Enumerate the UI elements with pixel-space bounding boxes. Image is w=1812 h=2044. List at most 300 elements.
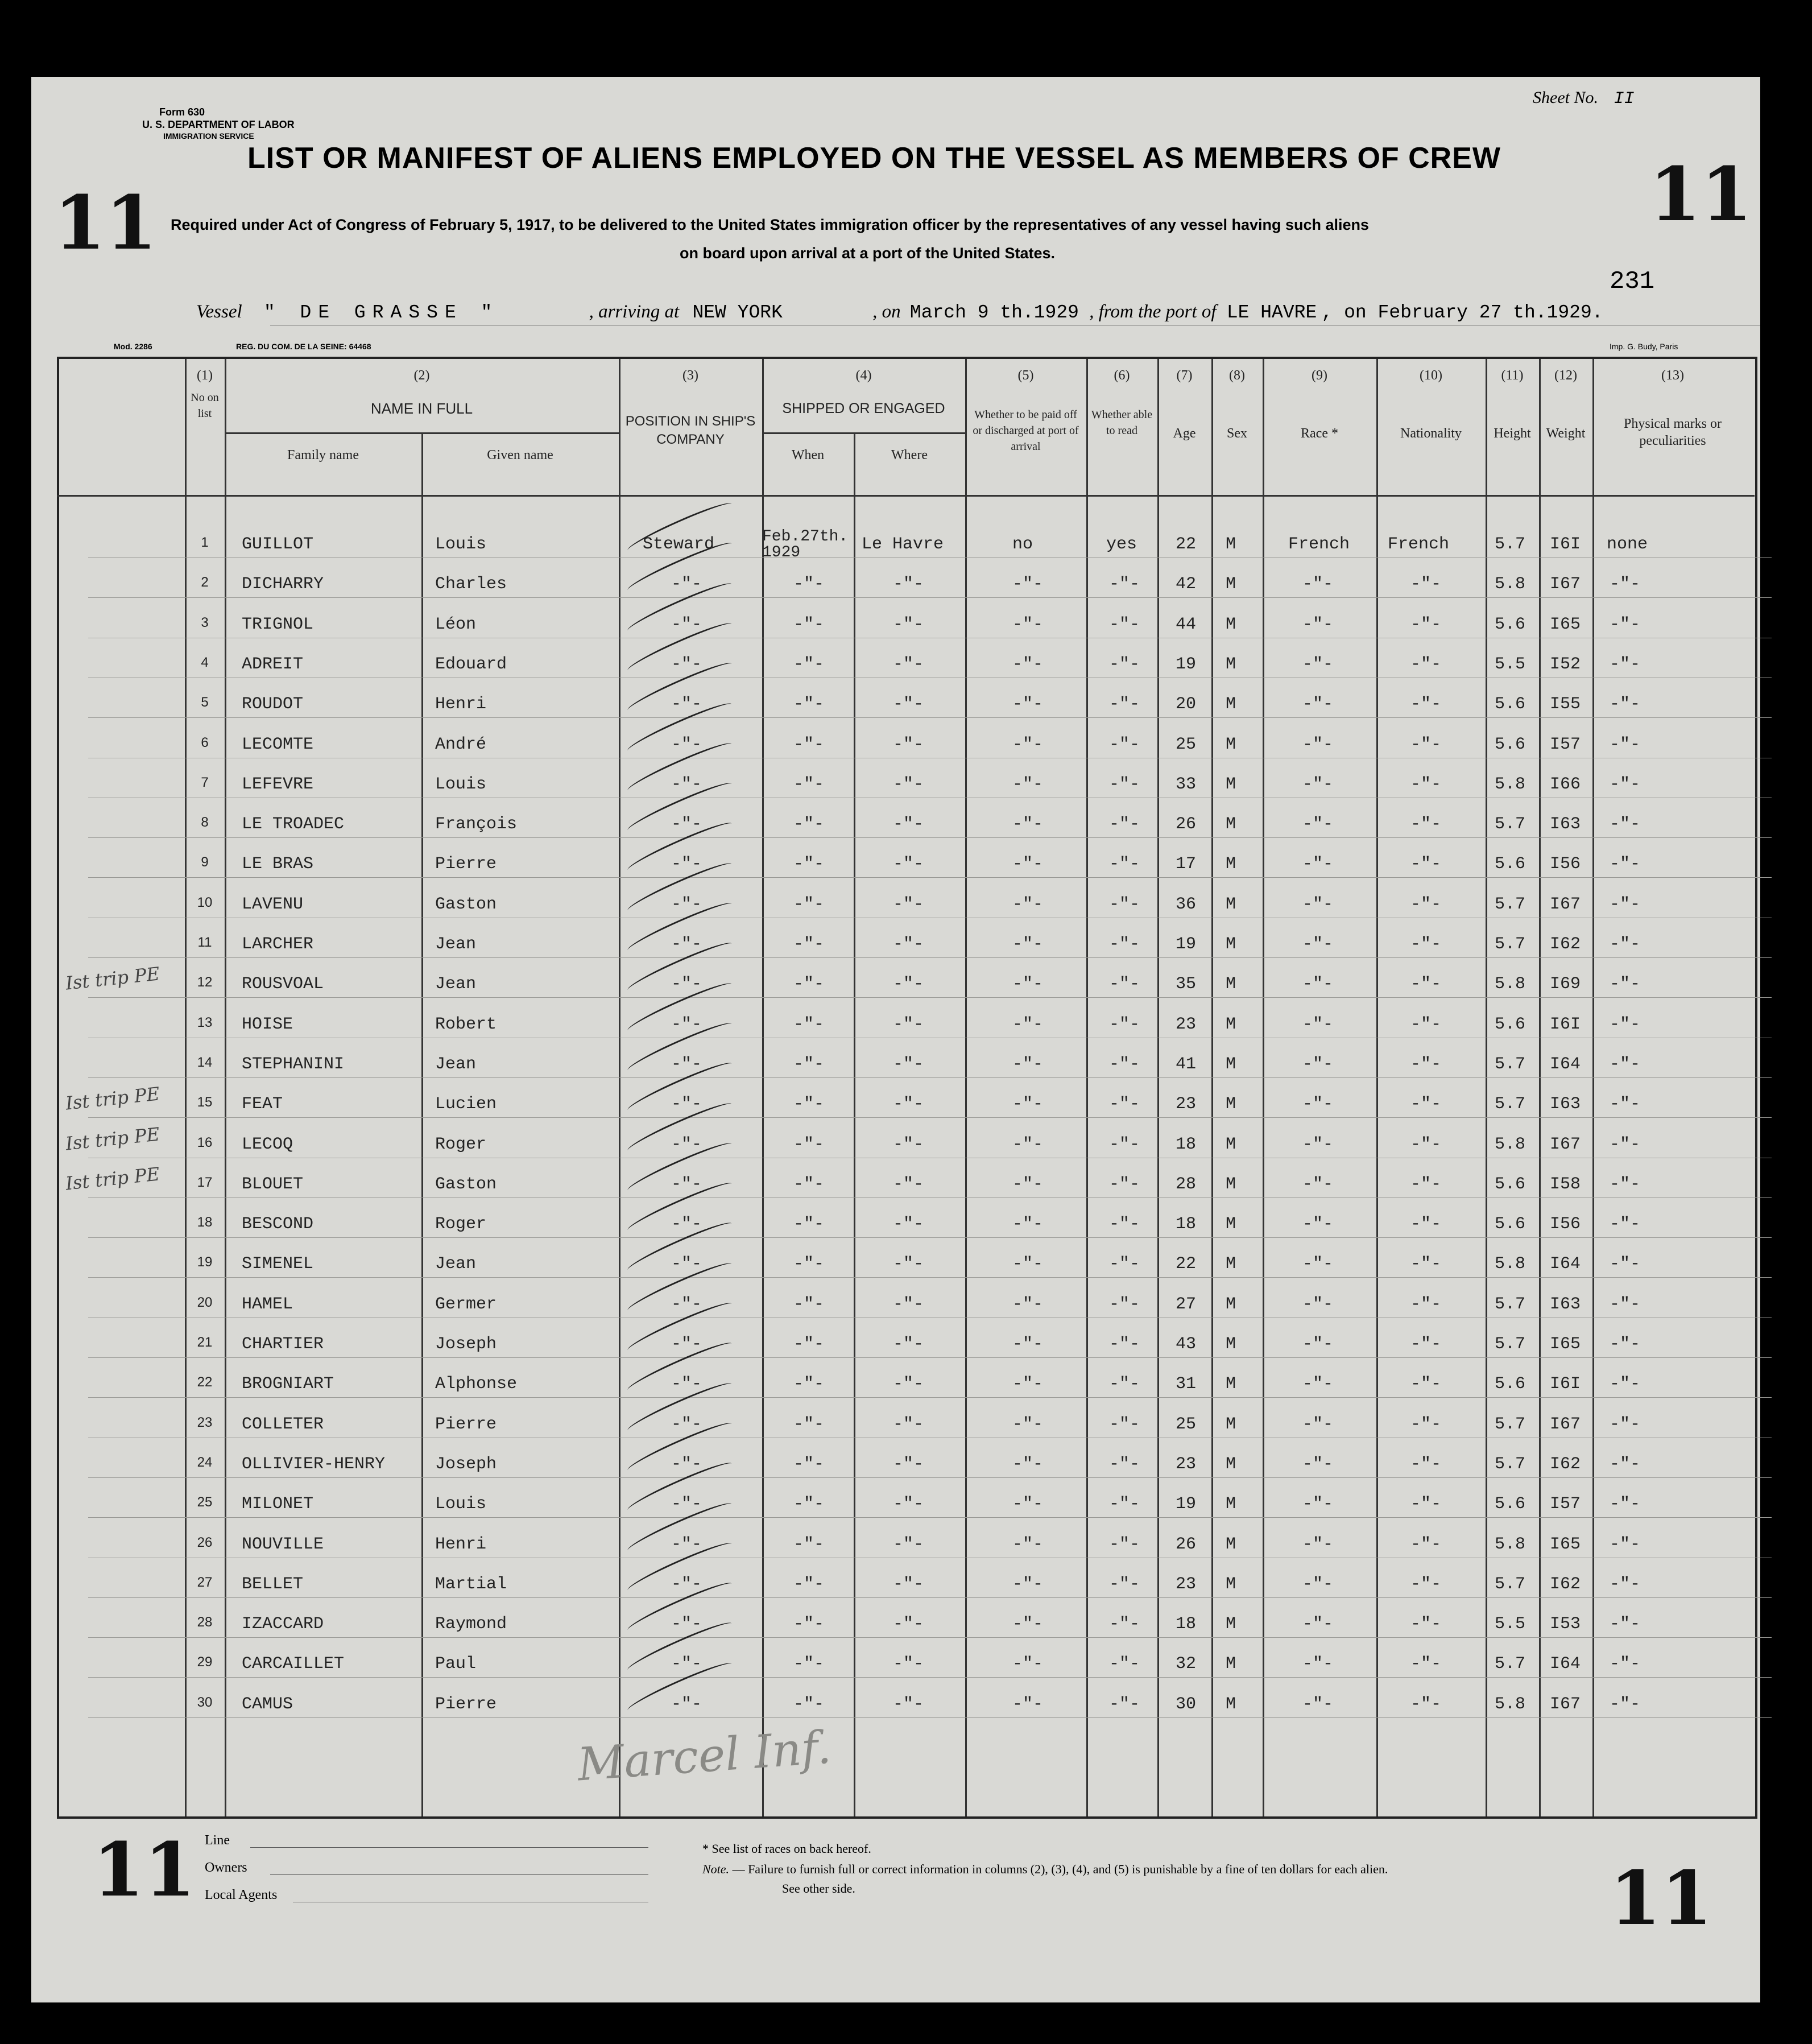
- given-name: André: [435, 735, 487, 754]
- shipped-where: -"-: [893, 1095, 924, 1114]
- family-name: LECOMTE: [242, 735, 314, 754]
- given-name: Edouard: [435, 655, 507, 674]
- able-to-read: -"-: [1109, 695, 1140, 714]
- race: -"-: [1302, 615, 1334, 634]
- col-2-num: (2): [413, 368, 430, 383]
- able-to-read: -"-: [1109, 974, 1140, 994]
- shipped-where: -"-: [893, 1175, 924, 1194]
- race: -"-: [1302, 1455, 1334, 1474]
- row-number: 12: [197, 974, 213, 990]
- position: Steward: [643, 535, 715, 554]
- position: -"-: [671, 615, 702, 634]
- col-10-num: (10): [1420, 368, 1442, 383]
- sex: M: [1226, 1135, 1236, 1154]
- age: 22: [1175, 1254, 1196, 1274]
- physical-marks: -"-: [1610, 974, 1641, 994]
- age: 27: [1175, 1295, 1196, 1314]
- race: -"-: [1302, 1335, 1334, 1354]
- height: 5.7: [1495, 1575, 1526, 1594]
- paid-off: -"-: [1012, 1015, 1044, 1034]
- age: 17: [1175, 854, 1196, 874]
- physical-marks: -"-: [1610, 1415, 1641, 1434]
- shipped-where: -"-: [893, 1575, 924, 1594]
- position: -"-: [671, 1535, 702, 1554]
- age: 18: [1175, 1135, 1196, 1154]
- able-to-read: -"-: [1109, 1695, 1140, 1714]
- position: -"-: [671, 575, 702, 594]
- given-name: Alphonse: [435, 1374, 518, 1394]
- family-name: ADREIT: [242, 655, 304, 674]
- row-separator: [88, 837, 1772, 838]
- family-name: IZACCARD: [242, 1614, 324, 1634]
- shipped-when: -"-: [793, 1575, 825, 1594]
- race: -"-: [1302, 935, 1334, 954]
- weight: I56: [1550, 854, 1581, 874]
- sex: M: [1226, 1335, 1236, 1354]
- age: 18: [1175, 1215, 1196, 1234]
- vessel-line: [196, 302, 1603, 323]
- shipped-when: -"-: [793, 735, 825, 754]
- height: 5.6: [1495, 1015, 1526, 1034]
- physical-marks: -"-: [1610, 854, 1641, 874]
- weight: I62: [1550, 1575, 1581, 1594]
- height: 5.5: [1495, 1614, 1526, 1634]
- nationality: -"-: [1410, 815, 1442, 834]
- able-to-read: -"-: [1109, 1095, 1140, 1114]
- sex: M: [1226, 655, 1236, 674]
- col-9-header: Race *: [1301, 426, 1338, 441]
- family-name: LE BRAS: [242, 854, 314, 874]
- race: -"-: [1302, 1575, 1334, 1594]
- col-3-num: (3): [682, 368, 698, 383]
- physical-marks: -"-: [1610, 815, 1641, 834]
- paid-off: -"-: [1012, 1095, 1044, 1114]
- weight: I57: [1550, 735, 1581, 754]
- nationality: -"-: [1410, 1215, 1442, 1234]
- race: -"-: [1302, 735, 1334, 754]
- sex: M: [1226, 535, 1236, 554]
- shipped-where: -"-: [893, 1254, 924, 1274]
- age: 19: [1175, 655, 1196, 674]
- row-number: 17: [197, 1175, 213, 1190]
- physical-marks: -"-: [1610, 1494, 1641, 1514]
- family-name: ROUSVOAL: [242, 974, 324, 994]
- footer-penalty-note: [702, 1862, 1388, 1877]
- physical-marks: -"-: [1610, 575, 1641, 594]
- given-name: Pierre: [435, 1415, 497, 1434]
- age: 19: [1175, 935, 1196, 954]
- family-name: CAMUS: [242, 1695, 293, 1714]
- sex: M: [1226, 815, 1236, 834]
- able-to-read: -"-: [1109, 1455, 1140, 1474]
- able-to-read: -"-: [1109, 935, 1140, 954]
- shipped-where: -"-: [893, 575, 924, 594]
- paid-off: -"-: [1012, 1654, 1044, 1674]
- sex: M: [1226, 1535, 1236, 1554]
- race: -"-: [1302, 854, 1334, 874]
- height: 5.8: [1495, 775, 1526, 794]
- nationality: -"-: [1410, 1135, 1442, 1154]
- footer-see-other-side: See other side.: [782, 1881, 855, 1896]
- height: 5.7: [1495, 535, 1526, 554]
- paid-off: -"-: [1012, 1335, 1044, 1354]
- race: -"-: [1302, 1135, 1334, 1154]
- family-name: BROGNIART: [242, 1374, 334, 1394]
- given-name: Louis: [435, 535, 487, 554]
- physical-marks: -"-: [1610, 1654, 1641, 1674]
- height: 5.7: [1495, 815, 1526, 834]
- sex: M: [1226, 1654, 1236, 1674]
- age: 31: [1175, 1374, 1196, 1394]
- position: -"-: [671, 1374, 702, 1394]
- row-note: Ist trip PE: [64, 1083, 161, 1114]
- col-5-num: (5): [1017, 368, 1034, 383]
- shipped-when: -"-: [793, 1175, 825, 1194]
- position: -"-: [671, 1575, 702, 1594]
- nationality: -"-: [1410, 1654, 1442, 1674]
- race: -"-: [1302, 974, 1334, 994]
- able-to-read: -"-: [1109, 575, 1140, 594]
- row-number: 21: [197, 1335, 213, 1350]
- given-name: Gaston: [435, 1175, 497, 1194]
- manifest-title: LIST OR MANIFEST OF ALIENS EMPLOYED ON THE VESSEL AS MEMBERS OF CREW: [247, 142, 1501, 175]
- given-name: Robert: [435, 1015, 497, 1034]
- nationality: -"-: [1410, 1095, 1442, 1114]
- age: 23: [1175, 1015, 1196, 1034]
- footer-race-note: * See list of races on back hereof.: [702, 1841, 871, 1856]
- nationality: -"-: [1410, 1415, 1442, 1434]
- sex: M: [1226, 1695, 1236, 1714]
- weight: I65: [1550, 615, 1581, 634]
- family-name: CARCAILLET: [242, 1654, 345, 1674]
- paid-off: -"-: [1012, 895, 1044, 914]
- sex: M: [1226, 615, 1236, 634]
- shipped-when: -"-: [793, 1374, 825, 1394]
- sheet-label: Sheet No.: [1533, 88, 1598, 107]
- given-name: Martial: [435, 1575, 507, 1594]
- position: -"-: [671, 775, 702, 794]
- shipped-where: -"-: [893, 1614, 924, 1634]
- paid-off: -"-: [1012, 815, 1044, 834]
- physical-marks: -"-: [1610, 735, 1641, 754]
- col-7-header: Age: [1173, 426, 1196, 441]
- paid-off: -"-: [1012, 575, 1044, 594]
- arriving-port: NEW YORK: [692, 302, 783, 323]
- weight: I63: [1550, 815, 1581, 834]
- nationality: -"-: [1410, 935, 1442, 954]
- given-name: Jean: [435, 974, 477, 994]
- height: 5.7: [1495, 895, 1526, 914]
- race: -"-: [1302, 775, 1334, 794]
- shipped-when: -"-: [793, 1095, 825, 1114]
- age: 44: [1175, 615, 1196, 634]
- shipped-where: -"-: [893, 815, 924, 834]
- weight: I65: [1550, 1335, 1581, 1354]
- shipped-where: -"-: [893, 935, 924, 954]
- paid-off: -"-: [1012, 1695, 1044, 1714]
- shipped-where: -"-: [893, 1215, 924, 1234]
- given-name: Léon: [435, 615, 477, 634]
- race: -"-: [1302, 1055, 1334, 1074]
- col-9-num: (9): [1312, 368, 1327, 383]
- physical-marks: -"-: [1610, 1055, 1641, 1074]
- handwritten-signature: Marcel Inf.: [576, 1720, 833, 1791]
- race: -"-: [1302, 815, 1334, 834]
- family-name: LECOQ: [242, 1135, 293, 1154]
- row-number: 14: [197, 1055, 213, 1070]
- race: -"-: [1302, 655, 1334, 674]
- age: 28: [1175, 1175, 1196, 1194]
- able-to-read: -"-: [1109, 854, 1140, 874]
- nationality: -"-: [1410, 575, 1442, 594]
- arrival-date: March 9 th.1929: [909, 302, 1079, 323]
- paid-off: -"-: [1012, 1374, 1044, 1394]
- physical-marks: -"-: [1610, 695, 1641, 714]
- race: -"-: [1302, 1374, 1334, 1394]
- shipped-when: -"-: [793, 1415, 825, 1434]
- row-note: Ist trip PE: [64, 1163, 161, 1195]
- col-2a-header: Family name: [287, 448, 359, 463]
- age: 33: [1175, 775, 1196, 794]
- row-separator: [88, 1517, 1772, 1518]
- physical-marks: -"-: [1610, 655, 1641, 674]
- vessel-name: " DE GRASSE ": [263, 302, 499, 323]
- shipped-when: -"-: [793, 1695, 825, 1714]
- position: -"-: [671, 1654, 702, 1674]
- given-name: Roger: [435, 1135, 487, 1154]
- nationality: French: [1388, 535, 1450, 554]
- family-name: HOISE: [242, 1015, 293, 1034]
- position: -"-: [671, 1614, 702, 1634]
- weight: I53: [1550, 1614, 1581, 1634]
- age: 23: [1175, 1095, 1196, 1114]
- able-to-read: -"-: [1109, 1175, 1140, 1194]
- height: 5.7: [1495, 1415, 1526, 1434]
- family-name: HAMEL: [242, 1295, 293, 1314]
- on-label: , on: [872, 302, 901, 322]
- col-5-header: Whether to be paid off or discharged at port of arrival: [973, 408, 1079, 453]
- paid-off: -"-: [1012, 1055, 1044, 1074]
- paid-off: -"-: [1012, 1535, 1044, 1554]
- nationality: -"-: [1410, 735, 1442, 754]
- physical-marks: -"-: [1610, 1374, 1641, 1394]
- height: 5.6: [1495, 1374, 1526, 1394]
- col-13-header: Physical marks or peculiarities: [1624, 416, 1722, 448]
- age: 41: [1175, 1055, 1196, 1074]
- printer-label: Imp. G. Budy, Paris: [1610, 342, 1678, 351]
- shipped-when: -"-: [793, 854, 825, 874]
- nationality: -"-: [1410, 615, 1442, 634]
- weight: I62: [1550, 935, 1581, 954]
- height: 5.6: [1495, 854, 1526, 874]
- shipped-where: -"-: [893, 695, 924, 714]
- col-12-header: Weight: [1546, 426, 1586, 441]
- row-number: 22: [197, 1374, 213, 1390]
- height: 5.7: [1495, 1095, 1526, 1114]
- row-separator: [88, 1117, 1772, 1118]
- shipped-where: -"-: [893, 775, 924, 794]
- row-separator: [88, 997, 1772, 998]
- shipped-where: -"-: [893, 1374, 924, 1394]
- nationality: -"-: [1410, 1695, 1442, 1714]
- race: -"-: [1302, 1654, 1334, 1674]
- family-name: TRIGNOL: [242, 615, 314, 634]
- given-name: Pierre: [435, 854, 497, 874]
- col-2-header: NAME IN FULL: [370, 400, 473, 417]
- weight: I6I: [1550, 1374, 1581, 1394]
- sex: M: [1226, 1374, 1236, 1394]
- sex: M: [1226, 1215, 1236, 1234]
- shipped-when: Feb.27th. 1929: [762, 528, 849, 561]
- physical-marks: -"-: [1610, 1575, 1641, 1594]
- position: -"-: [671, 1095, 702, 1114]
- race: -"-: [1302, 695, 1334, 714]
- weight: I65: [1550, 1535, 1581, 1554]
- sex: M: [1226, 974, 1236, 994]
- weight: I64: [1550, 1654, 1581, 1674]
- able-to-read: -"-: [1109, 1135, 1140, 1154]
- footer-line-label: Line: [205, 1833, 230, 1848]
- row-separator: [88, 1717, 1772, 1718]
- col-6-num: (6): [1114, 368, 1130, 383]
- shipped-when: -"-: [793, 974, 825, 994]
- col-3-header: POSITION IN SHIP'S COMPANY: [625, 414, 756, 447]
- row-number: 27: [197, 1575, 213, 1590]
- row-separator: [88, 597, 1772, 598]
- sex: M: [1226, 1095, 1236, 1114]
- weight: I69: [1550, 974, 1581, 994]
- weight: I52: [1550, 655, 1581, 674]
- given-name: Joseph: [435, 1335, 497, 1354]
- sex: M: [1226, 695, 1236, 714]
- paid-off: no: [1012, 535, 1033, 554]
- paid-off: -"-: [1012, 1215, 1044, 1234]
- nationality: -"-: [1410, 1494, 1442, 1514]
- able-to-read: -"-: [1109, 1374, 1140, 1394]
- age: 23: [1175, 1455, 1196, 1474]
- height: 5.7: [1495, 1295, 1526, 1314]
- race: -"-: [1302, 1095, 1334, 1114]
- height: 5.8: [1495, 575, 1526, 594]
- race: -"-: [1302, 1295, 1334, 1314]
- row-number: 25: [197, 1494, 213, 1510]
- physical-marks: -"-: [1610, 1335, 1641, 1354]
- weight: I67: [1550, 895, 1581, 914]
- arriving-label: , arriving at: [589, 302, 680, 322]
- position: -"-: [671, 1415, 702, 1434]
- col-4a-header: When: [791, 448, 825, 463]
- sex: M: [1226, 1494, 1236, 1514]
- paid-off: -"-: [1012, 935, 1044, 954]
- given-name: Germer: [435, 1295, 497, 1314]
- shipped-when: -"-: [793, 775, 825, 794]
- row-separator: [88, 1477, 1772, 1478]
- family-name: LAVENU: [242, 895, 304, 914]
- height: 5.8: [1495, 1695, 1526, 1714]
- page-mark-bottom-right: 11: [1610, 1855, 1712, 1942]
- weight: I55: [1550, 695, 1581, 714]
- row-number: 7: [201, 775, 209, 790]
- nationality: -"-: [1410, 775, 1442, 794]
- able-to-read: -"-: [1109, 1614, 1140, 1634]
- shipped-when: -"-: [793, 1055, 825, 1074]
- position: -"-: [671, 735, 702, 754]
- weight: I67: [1550, 1135, 1581, 1154]
- shipped-where: -"-: [893, 615, 924, 634]
- row-number: 5: [201, 695, 209, 710]
- shipped-when: -"-: [793, 1494, 825, 1514]
- shipped-where: -"-: [893, 974, 924, 994]
- age: 30: [1175, 1695, 1196, 1714]
- row-number: 28: [197, 1614, 213, 1630]
- physical-marks: -"-: [1610, 1535, 1641, 1554]
- able-to-read: -"-: [1109, 1215, 1140, 1234]
- given-name: Louis: [435, 1494, 487, 1514]
- position: -"-: [671, 974, 702, 994]
- given-name: Louis: [435, 775, 487, 794]
- family-name: LEFEVRE: [242, 775, 314, 794]
- able-to-read: -"-: [1109, 815, 1140, 834]
- race: -"-: [1302, 1254, 1334, 1274]
- family-name: NOUVILLE: [242, 1535, 324, 1554]
- able-to-read: -"-: [1109, 1295, 1140, 1314]
- row-number: 20: [197, 1295, 213, 1310]
- age: 35: [1175, 974, 1196, 994]
- weight: I6I: [1550, 1015, 1581, 1034]
- age: 22: [1175, 535, 1196, 554]
- physical-marks: none: [1607, 535, 1648, 554]
- shipped-when: -"-: [793, 1215, 825, 1234]
- shipped-where: -"-: [893, 1295, 924, 1314]
- height: 5.6: [1495, 1494, 1526, 1514]
- paid-off: -"-: [1012, 695, 1044, 714]
- given-name: Joseph: [435, 1455, 497, 1474]
- col-11-num: (11): [1501, 368, 1524, 383]
- able-to-read: -"-: [1109, 1575, 1140, 1594]
- race: -"-: [1302, 895, 1334, 914]
- sex: M: [1226, 1254, 1236, 1274]
- row-number: 8: [201, 815, 209, 830]
- col-2b-header: Given name: [487, 448, 553, 463]
- able-to-read: -"-: [1109, 1535, 1140, 1554]
- race: -"-: [1302, 1415, 1334, 1434]
- sex: M: [1226, 735, 1236, 754]
- position: -"-: [671, 1015, 702, 1034]
- position: -"-: [671, 1055, 702, 1074]
- position: -"-: [671, 1135, 702, 1154]
- weight: I56: [1550, 1215, 1581, 1234]
- subtitle-line-2: on board upon arrival at a port of the United States.: [680, 245, 1056, 262]
- able-to-read: -"-: [1109, 1415, 1140, 1434]
- given-name: Paul: [435, 1654, 477, 1674]
- form-number: Form 630: [159, 106, 205, 118]
- shipped-where: -"-: [893, 1135, 924, 1154]
- position: -"-: [671, 695, 702, 714]
- note-label: Note.: [702, 1862, 730, 1876]
- from-port: LE HAVRE: [1226, 302, 1317, 323]
- shipped-when: -"-: [793, 1254, 825, 1274]
- col-4-header: SHIPPED OR ENGAGED: [782, 400, 945, 416]
- height: 5.8: [1495, 1535, 1526, 1554]
- paid-off: -"-: [1012, 655, 1044, 674]
- nationality: -"-: [1410, 1535, 1442, 1554]
- nationality: -"-: [1410, 1335, 1442, 1354]
- nationality: -"-: [1410, 974, 1442, 994]
- sheet-number: II: [1614, 89, 1635, 109]
- shipped-when: -"-: [793, 655, 825, 674]
- shipped-when: -"-: [793, 1335, 825, 1354]
- row-separator: [88, 877, 1772, 878]
